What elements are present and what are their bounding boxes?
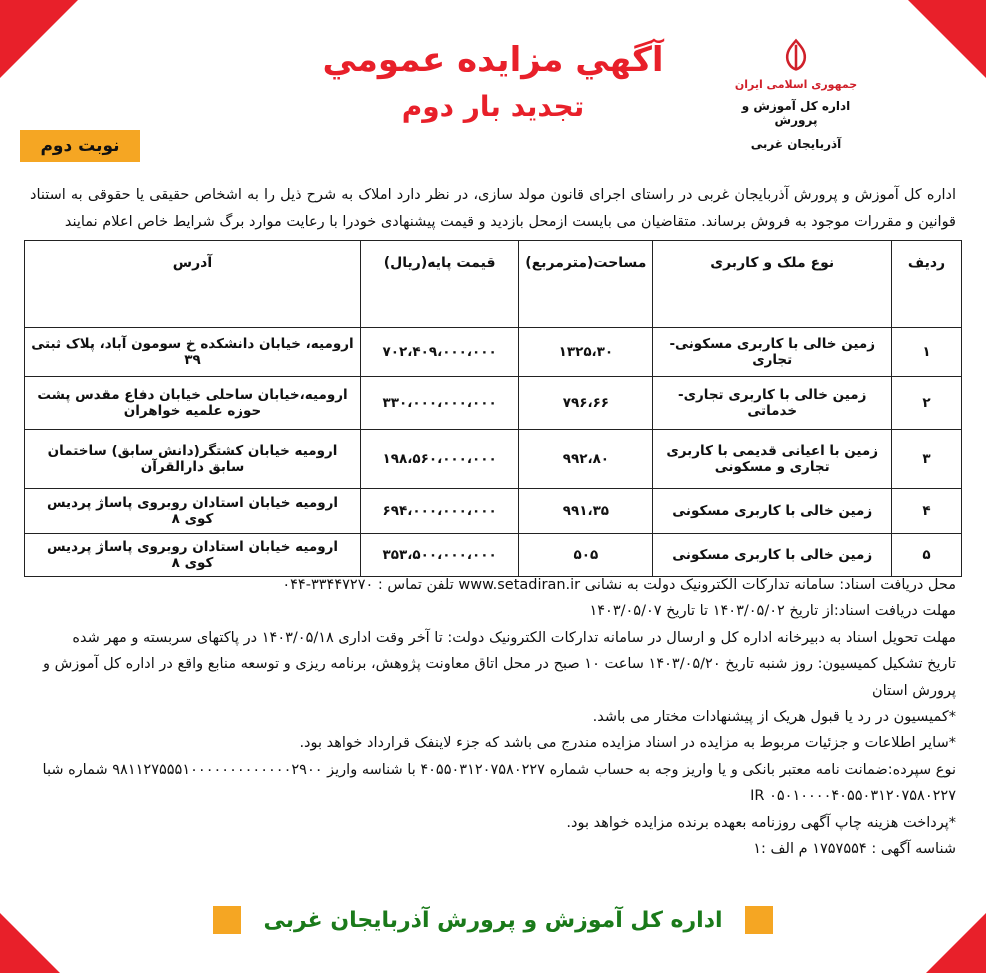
turn-badge: نوبت دوم — [20, 130, 140, 162]
note-other-line: *ساير اطلاعات و جزئيات مربوط به مزايده در اسناد مزايده مندرج می باشد که جزء لاينفک قرارداد خواهد بود. — [299, 735, 956, 752]
doc-deadline-line: مهلت دريافت اسناد:از تاريخ ۱۴۰۳/۰۵/۰۲ تا تاريخ ۱۴۰۳/۰۵/۰۷ — [589, 603, 956, 620]
cell-row-number: ۲ — [891, 377, 961, 430]
header-area: مساحت(مترمربع) — [519, 241, 653, 328]
cell-property-type: زمين خالی با کاربری مسکونی — [653, 489, 892, 534]
orange-square-icon — [745, 906, 773, 934]
cell-area: ۱۳۲۵،۳۰ — [519, 328, 653, 377]
cell-base-price: ۳۳۰،۰۰۰،۰۰۰،۰۰۰ — [360, 377, 518, 430]
cell-area: ۹۹۱،۳۵ — [519, 489, 653, 534]
cell-area: ۹۹۲،۸۰ — [519, 430, 653, 489]
cell-base-price: ۳۵۳،۵۰۰،۰۰۰،۰۰۰ — [360, 534, 518, 577]
header-address: آدرس — [25, 241, 361, 328]
doc-place-line — [30, 572, 956, 598]
phone-text: تلفن تماس : ۳۳۴۴۷۲۷۰-۰۴۴ — [282, 577, 454, 593]
auction-table — [24, 240, 962, 577]
table-row — [25, 377, 962, 430]
cell-address: اروميه، خيابان دانشکده خ سومون آباد، پلاک ثبتی ۳۹ — [25, 328, 361, 377]
deposit-line: نوع سپرده:ضمانت نامه معتبر بانکی و يا واريز وجه به حساب شماره ۴۰۵۵۰۳۱۲۰۷۵۸۰۲۲۷ با شناسه واريز ۹۸۱۱۲۷۵۵۵۱۰۰۰۰۰۰۰۰۰۰۰۰۰۲۹۰۰ شماره شبا ۰۵۰۱۰۰۰۰۴۰۵۵۰۳۱۲۰۷۵۸۰۲۲۷ IR — [42, 761, 956, 805]
footer-banner — [0, 900, 986, 940]
delivery-deadline-line: مهلت تحويل اسناد به دبيرخانه اداره کل و ارسال در سامانه تدارکات الکترونيک دولت: تا آخر وقت اداری ۱۴۰۳/۰۵/۱۸ در پاکتهای سربسته و مهر شده — [72, 629, 956, 646]
cell-address: اروميه،خيابان ساحلی خيابان دفاع مقدس پشت حوزه علميه خواهران — [25, 377, 361, 430]
page-subtitle: تجديد بار دوم — [401, 90, 585, 123]
commission-line: تاريخ تشکيل کميسيون: روز شنبه تاريخ ۱۴۰۳/۰۵/۲۰ ساعت ۱۰ صبح در محل اتاق معاونت پژوهش، برنامه ريزی و توسعه منابع واقع در اداره کل آموزش و پرورش استان — [42, 656, 956, 699]
website-link[interactable]: www.setadiran.ir — [458, 577, 581, 593]
details-section — [30, 572, 956, 862]
table-row — [25, 534, 962, 577]
header-row-number: رديف — [891, 241, 961, 328]
logo-province-text: آذربایجان غربی — [750, 137, 842, 151]
cell-property-type: زمين خالی با کاربری مسکونی-تجاری — [653, 328, 892, 377]
cell-base-price: ۱۹۸،۵۶۰،۰۰۰،۰۰۰ — [360, 430, 518, 489]
header-base-price: قيمت پايه(ريال) — [360, 241, 518, 328]
cell-base-price: ۶۹۴،۰۰۰،۰۰۰،۰۰۰ — [360, 489, 518, 534]
logo-org-text: اداره کل آموزش و پرورش — [741, 99, 851, 127]
cell-row-number: ۳ — [891, 430, 961, 489]
header-property-type: نوع ملک و کاربری — [653, 241, 892, 328]
page-title: آگهي مزايده عمومي — [322, 40, 664, 80]
cell-area: ۷۹۶،۶۶ — [519, 377, 653, 430]
logo-brand-text: جمهوری اسلامی ایران — [734, 78, 858, 91]
cell-row-number: ۵ — [891, 534, 961, 577]
payment-line: *پرداخت هزينه چاپ آگهی روزنامه بعهده برنده مزايده خواهد بود. — [566, 814, 956, 831]
orange-square-icon — [213, 906, 241, 934]
table-row — [25, 489, 962, 534]
cell-address: اروميه خيابان استادان روبروی پاساژ پرديس کوی ۸ — [25, 534, 361, 577]
table-row — [25, 328, 962, 377]
cell-property-type: زمين خالی با کاربری مسکونی — [653, 534, 892, 577]
cell-address: اروميه خيابان کشتگر(دانش سابق) ساختمان سابق دارالقرآن — [25, 430, 361, 489]
intro-paragraph: اداره کل آموزش و پرورش آذربایجان غربی در راستای اجرای قانون مولد سازی، در نظر دارد املاک به شرح ذیل را به اشخاص حقیقی یا حقوقی به استناد قوانین و مقررات موجود به فروش برساند. متقاضیان می بایست ازمحل بازدید و قیمت پیشنهادی خودرا با رعایت موارد برگ شرایط خاص اعلام نمایند — [30, 187, 956, 230]
cell-property-type: زمين با اعيانی قديمی با کاربری تجاری و مسکونی — [653, 430, 892, 489]
note-reject-line: *کميسيون در رد يا قبول هريک از پيشنهادات مختار می باشد. — [592, 709, 956, 726]
cell-row-number: ۴ — [891, 489, 961, 534]
cell-property-type: زمين خالی با کاربری تجاری- خدماتی — [653, 377, 892, 430]
table-header-row — [25, 241, 962, 328]
cell-address: اروميه خيابان استادان روبروی پاساژ پرديس کوی ۸ — [25, 489, 361, 534]
footer-org-name: اداره کل آموزش و پرورش آذربایجان غربی — [263, 907, 723, 933]
ad-id-line: شناسه آگهی : ۱۷۵۷۵۵۴ م الف :۱ — [753, 841, 956, 858]
doc-place-text: محل دريافت اسناد: سامانه تدارکات الکترونيک دولت به نشانی — [584, 577, 956, 593]
table-row — [25, 430, 962, 489]
cell-row-number: ۱ — [891, 328, 961, 377]
cell-base-price: ۷۰۲،۴۰۹،۰۰۰،۰۰۰ — [360, 328, 518, 377]
cell-area: ۵۰۵ — [519, 534, 653, 577]
